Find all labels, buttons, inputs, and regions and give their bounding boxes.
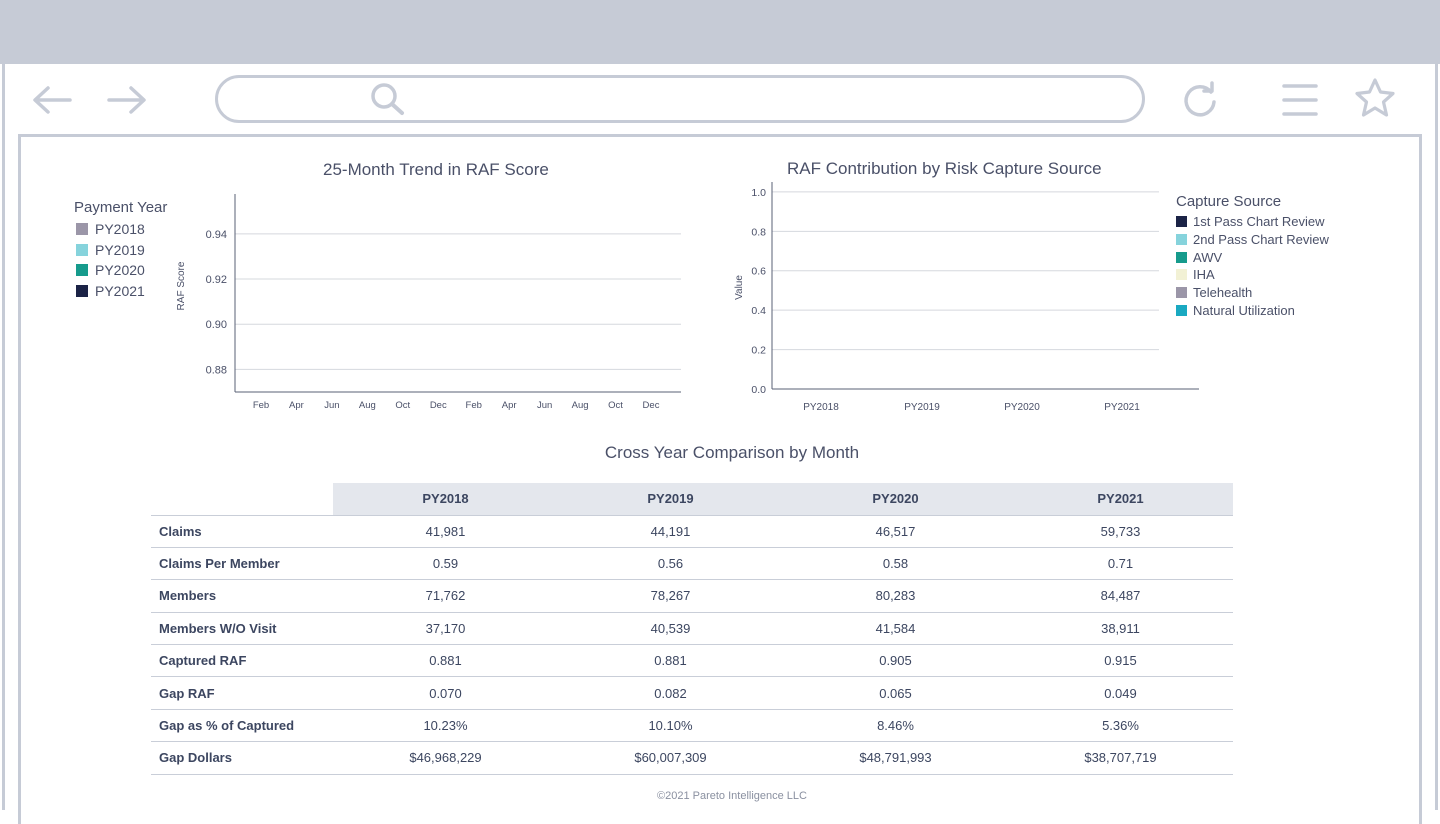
legend-item[interactable]: [76, 262, 145, 278]
x-tick-label: PY2021: [1104, 402, 1140, 413]
row-label: Gap Dollars: [151, 742, 333, 774]
trend-chart-title: 25-Month Trend in RAF Score: [323, 160, 549, 179]
row-label: Claims Per Member: [151, 547, 333, 579]
y-tick-label: 0.2: [751, 344, 766, 357]
table-header-row: [151, 483, 1233, 515]
table-cell: 71,762: [333, 580, 558, 612]
x-tick-label: Aug: [358, 400, 376, 411]
x-tick-label: PY2019: [904, 402, 940, 413]
x-tick-label: Dec: [642, 400, 660, 411]
table-cell: 0.915: [1008, 645, 1233, 677]
x-tick-label: Apr: [289, 400, 304, 411]
legend-swatch: [76, 285, 88, 297]
x-tick-label: Apr: [501, 400, 517, 411]
table-cell: 38,911: [1008, 612, 1233, 644]
legend-label: PY2021: [95, 282, 145, 299]
column-header: PY2019: [558, 483, 783, 515]
table-cell: 84,487: [1008, 580, 1233, 612]
x-tick-label: Feb: [252, 400, 270, 411]
row-label: Members: [151, 580, 333, 612]
table-cell: 5.36%: [1008, 709, 1233, 741]
table-cell: 41,981: [333, 515, 558, 547]
payment-year-legend-title: Payment Year: [74, 199, 168, 216]
legend-label: 1st Pass Chart Review: [1193, 214, 1325, 229]
table-cell: 46,517: [783, 515, 1008, 547]
legend-item[interactable]: [76, 283, 145, 299]
legend-item[interactable]: [76, 221, 145, 237]
row-label: Gap RAF: [151, 677, 333, 709]
row-label: Members W/O Visit: [151, 612, 333, 644]
x-tick-label: Aug: [571, 400, 589, 411]
legend-label: Natural Utilization: [1193, 303, 1295, 318]
x-tick-label: PY2020: [1004, 402, 1040, 413]
cross-year-comparison-table: [151, 483, 1233, 775]
y-tick-label: 0.0: [751, 384, 766, 396]
table-row: [151, 547, 1233, 579]
y-tick-label: 0.6: [751, 265, 766, 278]
table-cell: 0.71: [1008, 547, 1233, 579]
table-cell: 0.905: [783, 645, 1008, 677]
table-cell: 10.23%: [333, 709, 558, 741]
x-tick-label: Jun: [536, 400, 553, 411]
y-axis-label: RAF Score: [176, 261, 187, 311]
table-cell: $60,007,309: [558, 742, 783, 774]
table-cell: 8.46%: [783, 709, 1008, 741]
table-cell: 0.881: [558, 645, 783, 677]
legend-label: 2nd Pass Chart Review: [1193, 231, 1329, 247]
table-cell: 59,733: [1008, 515, 1233, 547]
y-axis-label: Value: [734, 275, 745, 300]
table-cell: 0.070: [333, 677, 558, 709]
raf-trend-chart: [171, 192, 691, 422]
refresh-icon[interactable]: [1180, 80, 1220, 120]
legend-label: PY2019: [95, 241, 145, 258]
legend-swatch: [76, 244, 88, 256]
raf-contribution-chart: [711, 182, 1211, 422]
table-row: [151, 515, 1233, 547]
legend-swatch: [76, 223, 88, 235]
address-bar[interactable]: [215, 75, 1145, 123]
y-tick-label: 0.94: [205, 228, 227, 241]
table-row: [151, 709, 1233, 741]
search-icon[interactable]: [368, 81, 408, 117]
table-cell: $38,707,719: [1008, 742, 1233, 774]
table-row: [151, 645, 1233, 677]
contribution-chart-title: RAF Contribution by Risk Capture Source: [787, 159, 1102, 178]
forward-arrow-icon[interactable]: [105, 84, 149, 116]
bookmark-star-icon[interactable]: [1353, 77, 1397, 119]
table-cell: 0.58: [783, 547, 1008, 579]
cross-year-table-title: Cross Year Comparison by Month: [604, 443, 860, 462]
window-title-bar: [0, 0, 1440, 64]
x-tick-label: Dec: [429, 400, 447, 411]
table-cell: 10.10%: [558, 709, 783, 741]
y-tick-label: 0.92: [205, 274, 227, 287]
table-cell: 0.56: [558, 547, 783, 579]
table-header-blank: [151, 483, 333, 515]
back-arrow-icon[interactable]: [30, 84, 74, 116]
row-label: Captured RAF: [151, 645, 333, 677]
x-tick-label: PY2018: [803, 402, 839, 413]
row-label: Claims: [151, 515, 333, 547]
x-tick-label: Oct: [608, 400, 623, 411]
capture-source-legend-title: Capture Source: [1176, 193, 1282, 210]
column-header: PY2020: [783, 483, 1008, 515]
table-cell: 0.881: [333, 645, 558, 677]
table-cell: 0.082: [558, 677, 783, 709]
table-cell: 78,267: [558, 580, 783, 612]
column-header: PY2021: [1008, 483, 1233, 515]
copyright-footer: ©2021 Pareto Intelligence LLC: [657, 790, 807, 802]
table-cell: 37,170: [333, 612, 558, 644]
table-row: [151, 677, 1233, 709]
x-tick-label: Oct: [395, 400, 411, 411]
table-cell: 0.59: [333, 547, 558, 579]
legend-label: PY2020: [95, 262, 145, 278]
table-cell: $46,968,229: [333, 742, 558, 774]
y-tick-label: 0.90: [205, 319, 227, 332]
table-row: [151, 742, 1233, 774]
x-tick-label: Feb: [465, 400, 482, 411]
table-cell: 80,283: [783, 580, 1008, 612]
dashboard-content: [18, 134, 1422, 824]
legend-label: IHA: [1193, 267, 1215, 283]
legend-swatch: [76, 264, 88, 276]
table-row: [151, 612, 1233, 644]
legend-label: Telehealth: [1193, 285, 1253, 301]
table-cell: 0.049: [1008, 677, 1233, 709]
x-tick-label: Jun: [324, 400, 340, 411]
menu-icon[interactable]: [1281, 82, 1319, 118]
y-tick-label: 0.4: [751, 305, 766, 318]
y-tick-label: 0.8: [751, 226, 766, 239]
row-label: Gap as % of Captured: [151, 709, 333, 741]
table-cell: 41,584: [783, 612, 1008, 644]
table-cell: 40,539: [558, 612, 783, 644]
table-cell: $48,791,993: [783, 742, 1008, 774]
legend-item[interactable]: [76, 242, 145, 258]
y-tick-label: 0.88: [205, 364, 227, 377]
legend-label: PY2018: [95, 221, 145, 237]
table-cell: 0.065: [783, 677, 1008, 709]
legend-label: AWV: [1193, 249, 1223, 265]
column-header: PY2018: [333, 483, 558, 515]
table-cell: 44,191: [558, 515, 783, 547]
table-row: [151, 580, 1233, 612]
y-tick-label: 1.0: [751, 186, 766, 199]
